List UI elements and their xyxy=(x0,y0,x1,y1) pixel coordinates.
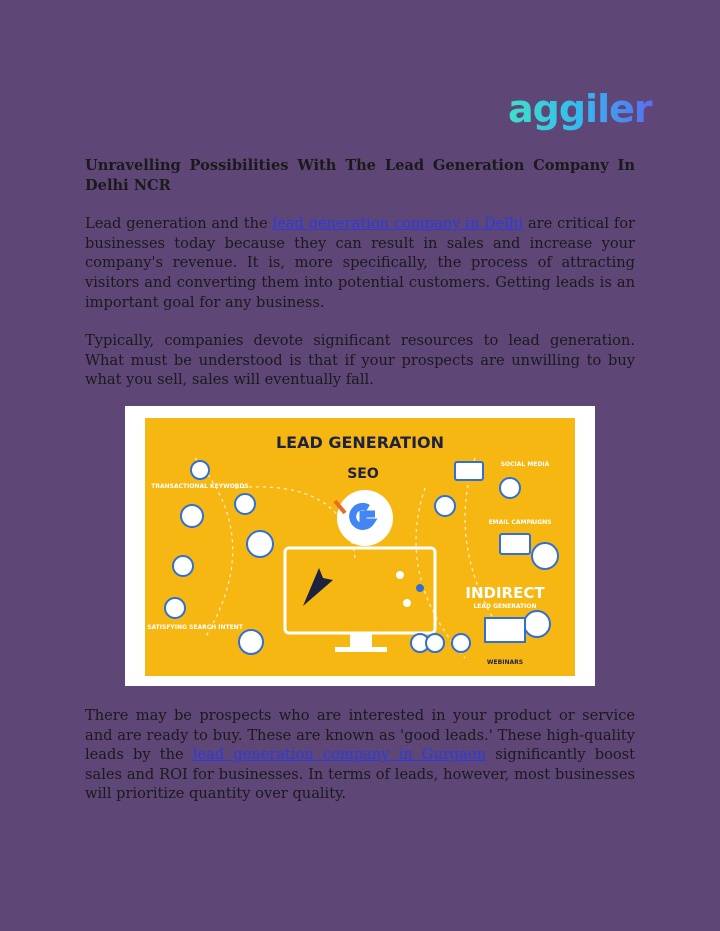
aggiler-logo xyxy=(506,86,652,142)
infographic-heading: LEAD GENERATION xyxy=(275,433,445,452)
paragraph-3 xyxy=(85,706,635,804)
link-lead-generation-gurgaon[interactable]: lead generation company in Gurgaon xyxy=(192,746,487,764)
link-lead-generation-delhi[interactable]: lead generation company in Delhi xyxy=(272,215,524,233)
article-body-continued xyxy=(85,706,635,804)
article-body xyxy=(85,156,635,409)
paragraph-3-text-a: There may be prospects who are interested in your product or service and are ready to buy. These are known as 'good leads.' These high-quality leads by the xyxy=(85,707,635,764)
article-title: Unravelling Possibilities With The Lead Generation Company In Delhi NCR xyxy=(85,157,635,194)
transactional-keywords-label: TRANSACTIONAL KEYWORDS xyxy=(151,483,249,490)
search-intent-label: SATISFYING SEARCH INTENT xyxy=(147,624,243,631)
seo-label: SEO xyxy=(347,466,379,482)
paragraph-1-text-a: Lead generation and the xyxy=(85,215,273,233)
paragraph-2: Typically, companies devote significant resources to lead generation. What must be understood is that if your prospects are unwilling to buy what you sell, sales will eventually fall. xyxy=(85,332,635,389)
paragraph-1 xyxy=(85,214,635,312)
paragraph-3-text-b: significantly boost sales and ROI for businesses. In terms of leads, however, most businesses will prioritize quantity over quality. xyxy=(85,746,635,803)
indirect-label: INDIRECT xyxy=(465,584,545,602)
social-media-label: SOCIAL MEDIA xyxy=(500,461,550,468)
webinars-label: WEBINARS xyxy=(486,659,524,666)
indirect-sub-label: LEAD GENERATION xyxy=(473,603,537,610)
logo-text: aggiler xyxy=(508,87,652,131)
chat-icon xyxy=(455,462,483,480)
email-icon xyxy=(500,534,530,554)
webinar-screen-icon xyxy=(485,618,525,642)
email-campaigns-label: EMAIL CAMPAIGNS xyxy=(488,519,552,526)
lead-generation-infographic xyxy=(125,406,595,686)
infographic-art xyxy=(145,418,575,676)
paragraph-1-text-b: are critical for businesses today because they can result in sales and increase your company's revenue. It is, more specifically, the process of attracting visitors and converting them into potential customers. Getting leads is an important goal for any business. xyxy=(85,215,635,311)
